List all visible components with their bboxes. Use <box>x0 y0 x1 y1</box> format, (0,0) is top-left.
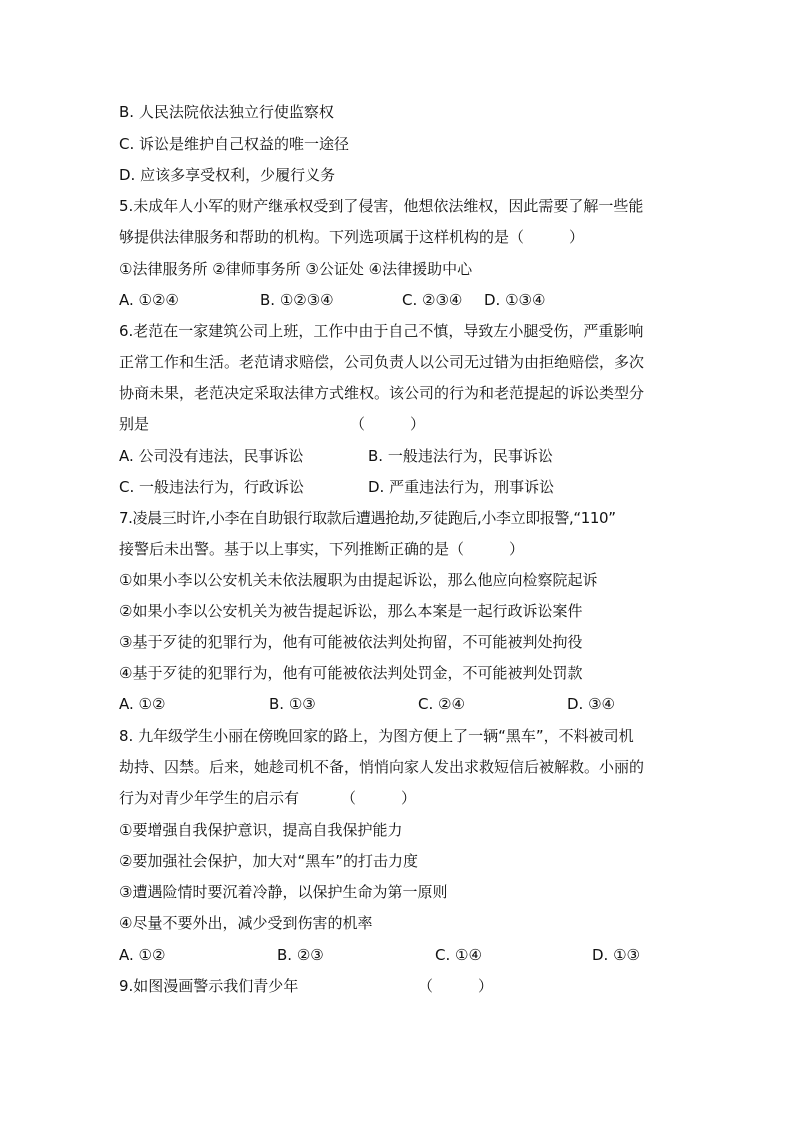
q5-stem-line-1: 5.未成年人小军的财产继承权受到了侵害，他想依法维权，因此需要了解一些能 <box>119 197 644 215</box>
q8-answer-paren: （ ） <box>341 789 417 807</box>
q6-stem-line-1: 6.老范在一家建筑公司上班，工作中由于自己不慎，导致左小腿受伤，严重影响 <box>119 322 644 340</box>
q6-stem-line-4 <box>119 414 679 434</box>
q8-statement-1: ①要增强自我保护意识，提高自我保护能力 <box>119 821 403 839</box>
q9-stem <box>119 976 679 996</box>
q6-option-c: C. 一般违法行为，行政诉讼 <box>119 478 305 496</box>
q8-option-b: B. ②③ <box>277 946 324 964</box>
q4-option-c: C. 诉讼是维护自己权益的唯一途径 <box>119 135 350 153</box>
q8-stem-line-3 <box>119 788 679 808</box>
q6-option-d: D. 严重违法行为，刑事诉讼 <box>368 478 555 496</box>
q4-option-d: D. 应该多享受权利，少履行义务 <box>119 166 336 184</box>
q5-options <box>119 290 679 310</box>
q7-statement-3: ③基于歹徒的犯罪行为，他有可能被依法判处拘留，不可能被判处拘役 <box>119 633 583 651</box>
q4-option-b: B. 人民法院依法独立行使监察权 <box>119 103 334 121</box>
q6-option-a: A. 公司没有违法，民事诉讼 <box>119 447 304 465</box>
q5-stem-line-2: 够提供法律服务和帮助的机构。下列选项属于这样机构的是（ ） <box>119 228 585 246</box>
q8-option-c: C. ①④ <box>435 946 482 964</box>
q6-stem-tail: 别是 <box>119 415 150 433</box>
q6-option-b: B. 一般违法行为，民事诉讼 <box>368 447 553 465</box>
q5-option-b: B. ①②③④ <box>260 291 334 309</box>
q8-options <box>119 945 679 965</box>
q8-option-d: D. ①③ <box>592 946 640 964</box>
q7-statement-1: ①如果小李以公安机关未依法履职为由提起诉讼，那么他应向检察院起诉 <box>119 571 598 589</box>
q5-option-d: D. ①③④ <box>484 291 546 309</box>
q7-option-b: B. ①③ <box>269 695 316 713</box>
q7-statement-4: ④基于歹徒的犯罪行为，他有可能被依法判处罚金，不可能被判处罚款 <box>119 664 583 682</box>
q8-stem-tail: 行为对青少年学生的启示有 <box>119 789 300 807</box>
q8-statement-2: ②要加强社会保护，加大对“黑车”的打击力度 <box>119 852 418 870</box>
q8-option-a: A. ①② <box>119 946 166 964</box>
q5-option-c: C. ②③④ <box>402 291 463 309</box>
q7-option-c: C. ②④ <box>418 695 465 713</box>
q6-stem-line-3: 协商未果，老范决定采取法律方式维权。该公司的行为和老范提起的诉讼类型分 <box>119 384 645 402</box>
q9-answer-paren: （ ） <box>418 977 494 995</box>
q6-answer-paren: （ ） <box>350 415 426 433</box>
q7-option-a: A. ①② <box>119 695 166 713</box>
q8-stem-line-1: 8. 九年级学生小丽在傍晚回家的路上，为图方便上了一辆“黑车”，不料被司机 <box>119 727 634 745</box>
q9-stem-text: 9.如图漫画警示我们青少年 <box>119 977 299 995</box>
q5-option-a: A. ①②④ <box>119 291 179 309</box>
q7-options <box>119 694 679 714</box>
q8-stem-line-2: 劫持、囚禁。后来，她趁司机不备，悄悄向家人发出求救短信后被解救。小丽的 <box>119 758 645 776</box>
q7-stem-line-1: 7.凌晨三时许,小李在自助银行取款后遭遇抢劫,歹徒跑后,小李立即报警,“110” <box>119 509 616 527</box>
q7-option-d: D. ③④ <box>567 695 615 713</box>
q6-options-row-2 <box>119 477 679 497</box>
q5-statements: ①法律服务所 ②律师事务所 ③公证处 ④法律援助中心 <box>119 260 473 278</box>
q7-statement-2: ②如果小李以公安机关为被告提起诉讼，那么本案是一起行政诉讼案件 <box>119 602 583 620</box>
q7-stem-line-2: 接警后未出警。基于以上事实，下列推断正确的是（ ） <box>119 540 525 558</box>
q6-options-row-1 <box>119 446 679 466</box>
q6-stem-line-2: 正常工作和生活。老范请求赔偿，公司负责人以公司无过错为由拒绝赔偿，多次 <box>119 353 645 371</box>
q8-statement-3: ③遭遇险情时要沉着冷静，以保护生命为第一原则 <box>119 883 448 901</box>
q8-statement-4: ④尽量不要外出，减少受到伤害的机率 <box>119 914 373 932</box>
